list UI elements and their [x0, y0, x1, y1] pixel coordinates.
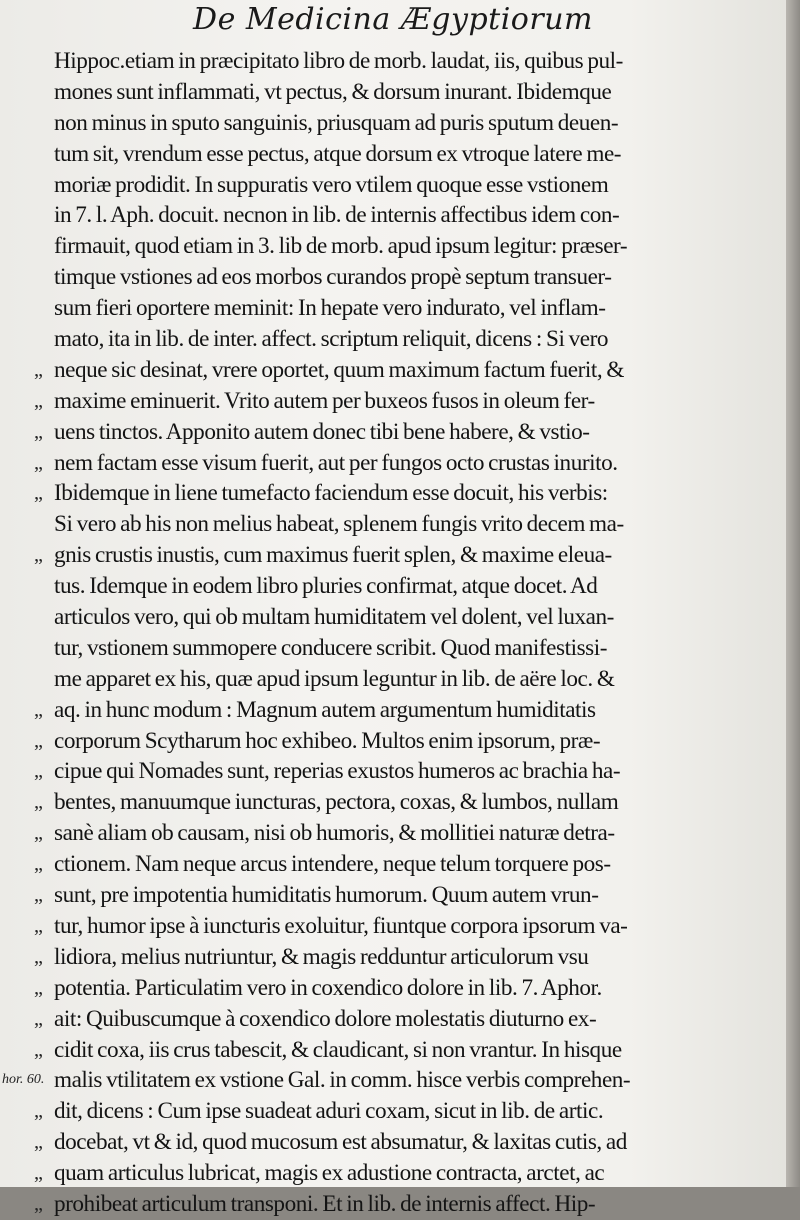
quotation-mark: „: [34, 729, 43, 752]
quotation-mark: [0, 231, 54, 262]
text-line: tur, vstionem summopere conducere scribit. Quod manifestissi-: [54, 634, 607, 661]
text-line: me apparet ex his, quæ apud ipsum leguntur in lib. de aëre loc. &: [54, 665, 615, 692]
quotation-mark: „: [34, 914, 43, 937]
text-line: cipue qui Nomades sunt, reperias exustos humeros ac brachia ha-: [54, 758, 621, 785]
quotation-mark: [0, 139, 54, 170]
text-line: non minus in sputo sanguinis, priusquam ad puris sputum deuen-: [54, 109, 619, 136]
quotation-mark: „: [34, 451, 43, 474]
left-margin-marks: [0, 46, 54, 1220]
quotation-mark: [0, 633, 54, 664]
text-line: lidiora, melius nutriuntur, & magis redduntur articulorum vsu: [54, 943, 589, 970]
quotation-mark: „: [34, 420, 43, 443]
page-edge-shadow: [786, 0, 800, 1187]
quotation-mark: „: [34, 760, 43, 783]
quotation-mark: „: [34, 544, 43, 567]
quotation-mark: „: [34, 482, 43, 505]
quotation-mark: „: [34, 1100, 43, 1123]
quotation-mark: „: [34, 358, 43, 381]
text-line: potentia. Particulatim vero in coxendico dolore in lib. 7. Aphor.: [54, 974, 602, 1001]
quotation-mark: „: [34, 791, 43, 814]
text-line: quam articulus lubricat, magis ex adustione contracta, arctet, ac: [54, 1160, 605, 1187]
quotation-mark: „: [34, 976, 43, 999]
text-line: aq. in hunc modum : Magnum autem argumentum humiditatis: [54, 696, 596, 723]
text-line: sunt, pre impotentia humiditatis humorum. Quum autem vrun-: [54, 882, 599, 909]
text-line: articulos vero, qui ob multam humiditatem vel dolent, vel luxan-: [54, 604, 614, 631]
text-line: uens tinctos. Apponito autem donec tibi bene habere, & vstio-: [54, 418, 590, 445]
text-line: maxime eminuerit. Vrito autem per buxeos fusos in oleum fer-: [54, 387, 595, 414]
text-line: malis vtilitatem ex vstione Gal. in comm. hisce verbis comprehen-: [54, 1067, 631, 1094]
quotation-mark: [0, 46, 54, 77]
quotation-mark: „: [34, 884, 43, 907]
text-line: sum fieri oportere meminit: In hepate vero indurato, vel inflam-: [54, 295, 606, 322]
text-line: ait: Quibuscumque à coxendico dolore molestatis diuturno ex-: [54, 1005, 597, 1032]
margin-note: hor. 60.: [2, 1072, 45, 1088]
text-line: docebat, vt & id, quod mucosum est absumatur, & laxitas cutis, ad: [54, 1129, 627, 1156]
text-line: timque vstiones ad eos morbos curandos propè septum transuer-: [54, 264, 612, 291]
bleed-through-footer: [0, 1128, 786, 1148]
quotation-mark: „: [34, 1131, 43, 1154]
quotation-mark: „: [34, 698, 43, 721]
text-line: Ibidemque in liene tumefacto faciendum esse docuit, his verbis:: [54, 480, 608, 507]
text-line: firmauit, quod etiam in 3. lib de morb. apud ipsum legitur: præser-: [54, 233, 628, 260]
text-line: Hippoc.etiam in præcipitato libro de morb. laudat, iis, quibus pul-: [54, 48, 623, 74]
quotation-mark: [0, 262, 54, 293]
running-header: De Medicina Ægyptiorum: [193, 2, 593, 37]
quotation-mark: [0, 77, 54, 108]
quotation-mark: „: [34, 945, 43, 968]
text-line: neque sic desinat, vrere oportet, quum maximum factum fuerit, &: [54, 356, 624, 383]
text-line: gnis crustis inustis, cum maximus fuerit splen, & maxime eleua-: [54, 542, 612, 569]
quotation-mark: [0, 509, 54, 540]
text-line: in 7. l. Aph. docuit. necnon in lib. de internis affectibus idem con-: [54, 202, 620, 229]
text-line: tur, humor ipse à iuncturis exoluitur, fiuntque corpora ipsorum va-: [54, 912, 628, 939]
quotation-mark: [0, 324, 54, 355]
text-line: bentes, manuumque iuncturas, pectora, coxas, & lumbos, nullam: [54, 789, 619, 816]
quotation-mark: [0, 664, 54, 695]
text-line: dit, dicens : Cum ipse suadeat aduri coxam, sicut in lib. de artic.: [54, 1098, 604, 1125]
quotation-mark: [0, 200, 54, 231]
quotation-mark: „: [34, 1007, 43, 1030]
text-line: ctionem. Nam neque arcus intendere, neque telum torquere pos-: [54, 851, 611, 878]
quotation-mark: [0, 170, 54, 201]
quotation-mark: [0, 293, 54, 324]
text-line: tum sit, vrendum esse pectus, atque dorsum ex vtroque latere me-: [54, 140, 622, 167]
quotation-mark: [0, 602, 54, 633]
text-line: mones sunt inflammati, vt pectus, & dorsum inurant. Ibidemque: [54, 78, 612, 105]
text-line: corporum Scytharum hoc exhibeo. Multos enim ipsorum, præ-: [54, 727, 601, 754]
quotation-mark: [0, 571, 54, 602]
quotation-mark: „: [34, 1162, 43, 1185]
quotation-mark: [0, 108, 54, 139]
text-line: nem factam esse visum fuerit, aut per fungos octo crustas inurito.: [54, 449, 618, 476]
quotation-mark: „: [34, 1038, 43, 1061]
text-line: cidit coxa, iis crus tabescit, & claudicant, si non vrantur. In hisque: [54, 1036, 622, 1063]
text-line: Si vero ab his non melius habeat, splenem fungis vrito decem ma-: [54, 511, 624, 538]
text-line: prohibeat articulum transponi. Et in lib. de internis affect. Hip-: [54, 1190, 596, 1217]
text-line: mato, ita in lib. de inter. affect. scriptum reliquit, dicens : Si vero: [54, 326, 609, 353]
quotation-mark: „: [34, 822, 43, 845]
quotation-mark: „: [34, 853, 43, 876]
text-line: tus. Idemque in eodem libro pluries confirmat, atque docet. Ad: [54, 573, 598, 600]
quotation-mark: „: [34, 389, 43, 412]
text-line: moriæ prodidit. In suppuratis vero vtilem quoque esse vstionem: [54, 171, 609, 198]
body-text: [54, 46, 744, 1220]
quotation-mark: „: [34, 1192, 43, 1215]
text-line: sanè aliam ob causam, nisi ob humoris, & mollitiei naturæ detra-: [54, 820, 615, 847]
